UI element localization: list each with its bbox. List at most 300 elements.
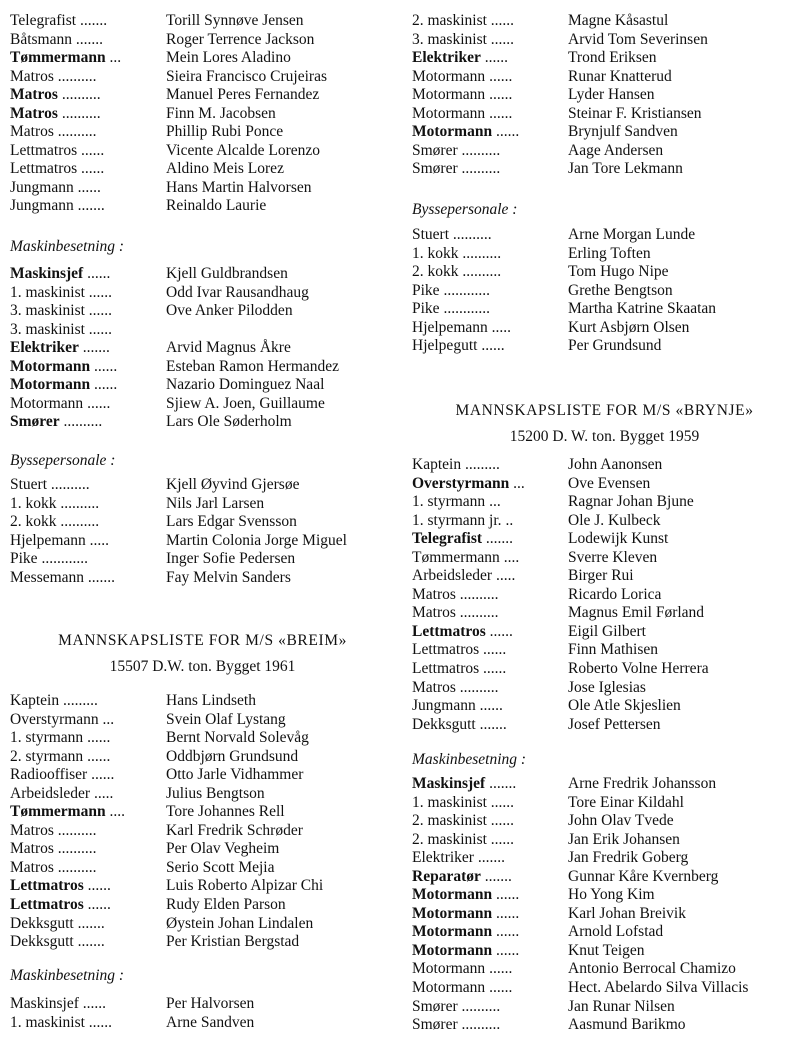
crew-role-label: Maskinsjef <box>412 775 486 792</box>
crew-name: Trond Eriksen <box>568 49 657 67</box>
list-item <box>10 12 395 31</box>
crew-role <box>412 31 568 50</box>
crew-role <box>412 923 568 942</box>
crew-role <box>10 476 166 495</box>
list-item <box>10 376 395 395</box>
crew-role-label: Messemann <box>10 568 85 586</box>
crew-name: Josef Pettersen <box>568 715 661 733</box>
crew-role <box>412 849 568 868</box>
dot-leader: ...... <box>489 86 513 104</box>
crew-role-label: Jungmann <box>10 197 74 215</box>
crew-list <box>412 12 797 179</box>
crew-name: Martin Colonia Jorge Miguel <box>166 531 347 549</box>
dot-leader: .......... <box>57 67 97 85</box>
list-item <box>10 877 395 896</box>
dot-leader: ....... <box>479 715 507 733</box>
crew-name: Ole Atle Skjeslien <box>568 697 681 715</box>
list-item <box>412 849 797 868</box>
dot-leader: ...... <box>87 747 111 765</box>
crew-name: Øystein Johan Lindalen <box>166 914 314 932</box>
dot-leader: ...... <box>484 49 508 67</box>
crew-role-label: Motormann <box>412 979 486 997</box>
list-item <box>412 979 797 998</box>
crew-name: Nils Jarl Larsen <box>166 494 265 512</box>
list-item <box>412 998 797 1017</box>
dot-leader: ....... <box>79 12 108 29</box>
list-item <box>412 337 797 356</box>
crew-role-label: Smører <box>412 160 458 178</box>
crew-list <box>412 456 797 734</box>
crew-role-label: Matros <box>10 840 54 858</box>
crew-role-label: Smører <box>412 1016 458 1034</box>
dot-leader: ...... <box>81 160 105 178</box>
crew-role-label: 2. kokk <box>10 513 57 531</box>
crew-role <box>10 179 166 198</box>
crew-name: Magnus Emil Førland <box>568 604 705 622</box>
crew-role-label: Reparatør <box>412 867 481 885</box>
dot-leader: ...... <box>495 886 520 904</box>
list-item <box>412 586 797 605</box>
crew-role <box>412 660 568 679</box>
crew-name: Arvid Tom Severinsen <box>568 30 708 48</box>
dot-leader: ...... <box>93 357 118 375</box>
list-item <box>412 1016 797 1035</box>
crew-name: Magne Kåsastul <box>568 12 669 29</box>
crew-name: Ho Yong Kim <box>568 886 655 904</box>
crew-name: Antonio Berrocal Chamizo <box>568 960 736 978</box>
list-item <box>10 840 395 859</box>
crew-name: Roberto Volne Herrera <box>568 660 709 678</box>
list-item <box>10 859 395 878</box>
crew-role <box>412 105 568 124</box>
list-item <box>10 550 395 569</box>
dot-leader: .......... <box>459 604 499 622</box>
list-item <box>412 886 797 905</box>
dot-leader: ...... <box>88 1013 113 1031</box>
crew-name: Manuel Peres Fernandez <box>166 86 320 104</box>
dot-leader: ...... <box>489 622 513 640</box>
list-item <box>10 413 395 432</box>
dot-leader: ...... <box>87 896 111 914</box>
list-item <box>10 179 395 198</box>
list-item <box>412 493 797 512</box>
crew-role <box>10 123 166 142</box>
crew-role <box>10 86 166 105</box>
list-item <box>412 623 797 642</box>
dot-leader: ...... <box>87 729 111 747</box>
crew-role-label: Pike <box>412 300 440 318</box>
section-heading: Byssepersonale : <box>412 201 518 218</box>
ship-subtitle: 15507 D.W. ton. Bygget 1961 <box>109 658 296 675</box>
crew-role <box>412 456 568 475</box>
crew-role <box>412 716 568 735</box>
crew-role <box>412 12 568 31</box>
crew-role-label: Motormann <box>412 941 493 959</box>
dot-leader: ...... <box>81 141 105 159</box>
list-item <box>10 142 395 161</box>
crew-role-label: Motormann <box>412 904 493 922</box>
crew-role <box>412 794 568 813</box>
crew-role <box>10 822 166 841</box>
crew-role <box>10 31 166 50</box>
list-item <box>412 282 797 301</box>
crew-role <box>412 549 568 568</box>
crew-role-label: 2. maskinist <box>412 812 487 830</box>
crew-role <box>412 49 568 68</box>
crew-role-label: Hjelpemann <box>10 531 86 549</box>
list-item <box>10 896 395 915</box>
list-item <box>10 476 395 495</box>
crew-role <box>10 395 166 414</box>
crew-role <box>412 1016 568 1035</box>
crew-name: Ole J. Kulbeck <box>568 511 661 529</box>
crew-name: Kjell Guldbrandsen <box>166 265 288 282</box>
crew-role-label: Telegrafist <box>412 530 483 548</box>
dot-leader: ....... <box>75 30 103 48</box>
dot-leader: ...... <box>77 178 101 196</box>
list-item <box>10 748 395 767</box>
crew-name: Steinar F. Kristiansen <box>568 104 702 122</box>
dot-leader: .......... <box>60 513 100 531</box>
crew-role-label: Telegrafist <box>10 12 77 29</box>
crew-role <box>10 302 166 321</box>
list-item <box>412 300 797 319</box>
dot-leader: ....... <box>77 197 105 215</box>
crew-name: Lodewijk Kunst <box>568 530 669 548</box>
list-item <box>10 532 395 551</box>
crew-role-label: Smører <box>10 413 60 431</box>
crew-role <box>10 160 166 179</box>
list-item <box>10 569 395 588</box>
dot-leader: ...... <box>495 123 520 141</box>
list-item <box>412 794 797 813</box>
crew-name: Aldino Meis Lorez <box>166 160 284 178</box>
list-item <box>412 263 797 282</box>
crew-role-label: Matros <box>10 858 54 876</box>
crew-role <box>10 105 166 124</box>
dot-leader: ....... <box>484 867 512 885</box>
crew-name: Jan Runar Nilsen <box>568 997 675 1015</box>
crew-name: Julius Bengtson <box>166 784 265 802</box>
crew-role-label: Elektriker <box>412 849 474 867</box>
dot-leader: .......... <box>50 476 90 493</box>
dot-leader: ...... <box>490 793 515 811</box>
crew-name: Esteban Ramon Hermandez <box>166 357 340 375</box>
crew-list <box>10 476 395 587</box>
crew-role <box>412 530 568 549</box>
dot-leader: .......... <box>60 494 100 512</box>
crew-role-label: Tømmermann <box>10 49 106 67</box>
crew-name: Sverre Kleven <box>568 548 658 566</box>
crew-name: Arne Morgan Lunde <box>568 226 696 243</box>
crew-role-label: Matros <box>10 821 54 839</box>
dot-leader: ...... <box>88 302 113 320</box>
crew-role <box>10 711 166 730</box>
dot-leader: ... <box>102 710 115 728</box>
list-item <box>412 68 797 87</box>
dot-leader: ............ <box>443 300 490 318</box>
crew-name: Mein Lores Aladino <box>166 49 291 67</box>
dot-leader: ...... <box>87 265 111 282</box>
list-item <box>412 530 797 549</box>
crew-role-label: Pike <box>412 281 440 299</box>
crew-name: Karl Johan Breivik <box>568 904 686 922</box>
crew-name: Finn Mathisen <box>568 641 658 659</box>
crew-role <box>10 569 166 588</box>
crew-name: Lars Ole Søderholm <box>166 413 292 431</box>
crew-role <box>10 550 166 569</box>
crew-role-label: Motormann <box>412 123 493 141</box>
crew-name: Bernt Norvald Solevåg <box>166 729 309 747</box>
dot-leader: .......... <box>459 678 499 696</box>
crew-role-label: 2. styrmann <box>10 747 84 765</box>
list-item <box>10 105 395 124</box>
crew-name: Oddbjørn Grundsund <box>166 747 299 765</box>
crew-role <box>10 896 166 915</box>
crew-name: John Aanonsen <box>568 456 663 473</box>
crew-role <box>412 960 568 979</box>
crew-role-label: 1. kokk <box>10 494 57 512</box>
crew-name: Eigil Gilbert <box>568 622 646 640</box>
crew-role <box>10 12 166 31</box>
crew-role <box>412 886 568 905</box>
crew-role-label: Jungmann <box>412 697 476 715</box>
crew-role-label: Motormann <box>10 394 84 412</box>
list-item <box>10 915 395 934</box>
crew-name: Tom Hugo Nipe <box>568 263 669 281</box>
dot-leader: .......... <box>461 997 501 1015</box>
dot-leader: ....... <box>477 849 505 867</box>
crew-role <box>412 697 568 716</box>
dot-leader: ...... <box>495 904 520 922</box>
crew-list <box>412 775 797 1035</box>
dot-leader: ...... <box>495 923 520 941</box>
crew-name: Vicente Alcalde Lorenzo <box>166 141 320 159</box>
list-item <box>10 803 395 822</box>
dot-leader: .......... <box>63 413 103 431</box>
list-item <box>412 456 797 475</box>
crew-name: Jan Erik Johansen <box>568 830 680 848</box>
crew-role <box>412 998 568 1017</box>
list-item <box>10 995 395 1014</box>
crew-role <box>10 933 166 952</box>
dot-leader: ....... <box>77 914 105 932</box>
crew-name: Svein Olaf Lystang <box>166 710 286 728</box>
crew-role <box>412 142 568 161</box>
section-heading: Byssepersonale : <box>10 452 116 469</box>
list-item <box>412 226 797 245</box>
list-item <box>412 49 797 68</box>
crew-role <box>412 623 568 642</box>
list-item <box>10 265 395 284</box>
list-item <box>10 31 395 50</box>
crew-name: Roger Terrence Jackson <box>166 30 315 48</box>
dot-leader: .......... <box>61 86 101 104</box>
crew-role-label: Hjelpemann <box>412 318 488 336</box>
crew-role <box>412 86 568 105</box>
dot-leader: ....... <box>77 933 105 951</box>
crew-role <box>10 877 166 896</box>
crew-name: Martha Katrine Skaatan <box>568 300 717 318</box>
dot-leader: .......... <box>462 244 502 262</box>
section-heading: Maskinbesetning : <box>412 751 527 768</box>
dot-leader: ...... <box>87 877 111 895</box>
crew-role-label: 2. kokk <box>412 263 459 281</box>
crew-role-label: 1. styrmann <box>412 493 486 511</box>
crew-name: Luis Roberto Alpizar Chi <box>166 877 324 895</box>
crew-role-label: Overstyrmann <box>10 710 99 728</box>
section-heading: Maskinbesetning : <box>10 238 125 255</box>
crew-role <box>10 692 166 711</box>
dot-leader: ...... <box>479 697 503 715</box>
list-item <box>412 960 797 979</box>
crew-name: Ricardo Lorica <box>568 585 662 603</box>
list-item <box>10 302 395 321</box>
list-item <box>10 495 395 514</box>
crew-name: Fay Melvin Sanders <box>166 568 291 586</box>
dot-leader: .......... <box>57 821 97 839</box>
crew-name: Birger Rui <box>568 567 634 585</box>
crew-name: Aasmund Barikmo <box>568 1016 686 1034</box>
crew-name: Ragnar Johan Bjune <box>568 493 694 511</box>
list-item <box>10 766 395 785</box>
list-title: MANNSKAPSLISTE FOR M/S «BRYNJE» <box>455 402 754 419</box>
dot-leader: ...... <box>490 830 515 848</box>
crew-name: Hect. Abelardo Silva Villacis <box>568 979 749 997</box>
dot-leader: ...... <box>88 320 113 338</box>
list-item <box>412 697 797 716</box>
crew-role-label: Matros <box>10 123 54 141</box>
crew-name: Inger Sofie Pedersen <box>166 550 296 568</box>
list-item <box>412 812 797 831</box>
dot-leader: .......... <box>461 141 501 159</box>
crew-role-label: Båtsmann <box>10 30 72 48</box>
dot-leader: ...... <box>93 376 118 394</box>
crew-name: Lyder Hansen <box>568 86 655 104</box>
list-item <box>412 716 797 735</box>
crew-role <box>412 226 568 245</box>
crew-name: Rudy Elden Parson <box>166 896 286 914</box>
crew-role-label: 1. maskinist <box>412 793 487 811</box>
crew-name: Torill Synnøve Jensen <box>166 12 304 29</box>
list-item <box>10 123 395 142</box>
crew-role-label: Stuert <box>412 226 450 243</box>
crew-name: Knut Teigen <box>568 941 645 959</box>
crew-name: Lars Edgar Svensson <box>166 513 297 531</box>
crew-role <box>412 245 568 264</box>
crew-name: Serio Scott Mejia <box>166 858 275 876</box>
dot-leader: ..... <box>491 318 512 336</box>
ship-subtitle: 15200 D. W. ton. Bygget 1959 <box>509 428 700 445</box>
crew-role <box>10 495 166 514</box>
crew-role-label: Kaptein <box>10 692 60 709</box>
crew-name: Arne Sandven <box>166 1013 255 1031</box>
crew-role <box>412 979 568 998</box>
list-item <box>412 923 797 942</box>
crew-role-label: 1. styrmann jr. <box>412 511 502 529</box>
crew-name: Per Kristian Bergstad <box>166 933 300 951</box>
dot-leader: ...... <box>490 12 515 29</box>
dot-leader: .......... <box>461 1016 501 1034</box>
crew-role <box>412 319 568 338</box>
crew-role-label: Matros <box>10 86 58 104</box>
list-item <box>10 822 395 841</box>
crew-role-label: 2. maskinist <box>412 12 487 29</box>
list-item <box>10 321 395 340</box>
crew-role <box>412 123 568 142</box>
crew-role-label: Jungmann <box>10 178 74 196</box>
crew-role-label: Kaptein <box>412 456 462 473</box>
crew-role-label: Radiooffiser <box>10 766 88 784</box>
dot-leader: ...... <box>481 337 505 355</box>
dot-leader: ...... <box>490 30 515 48</box>
crew-role-label: Pike <box>10 550 38 568</box>
crew-role-label: Motormann <box>412 86 486 104</box>
crew-name: Hans Martin Halvorsen <box>166 178 312 196</box>
crew-role <box>10 68 166 87</box>
crew-role-label: Lettmatros <box>10 141 78 159</box>
crew-role <box>10 321 166 340</box>
crew-name: Arne Fredrik Johansson <box>568 775 717 792</box>
list-item <box>412 319 797 338</box>
list-item <box>10 513 395 532</box>
crew-role <box>412 586 568 605</box>
crew-role <box>10 766 166 785</box>
crew-name: Reinaldo Laurie <box>166 197 267 215</box>
crew-role <box>412 831 568 850</box>
crew-role-label: Matros <box>10 67 54 85</box>
crew-name: Jose Iglesias <box>568 678 646 696</box>
crew-role <box>10 284 166 303</box>
dot-leader: ..... <box>93 784 114 802</box>
crew-name: Tore Johannes Rell <box>166 803 285 821</box>
crew-role <box>10 197 166 216</box>
crew-role <box>412 68 568 87</box>
crew-name: Arnold Lofstad <box>568 923 664 941</box>
dot-leader: .......... <box>61 104 101 122</box>
list-item <box>412 142 797 161</box>
list-item <box>412 831 797 850</box>
crew-list <box>10 265 395 432</box>
crew-role <box>10 265 166 284</box>
crew-role-label: Lettmatros <box>412 641 480 659</box>
crew-role-label: Overstyrmann <box>412 474 510 492</box>
dot-leader: ......... <box>464 456 500 473</box>
crew-role <box>10 840 166 859</box>
dot-leader: ...... <box>489 960 513 978</box>
dot-leader: ....... <box>82 339 110 357</box>
crew-role-label: Motormann <box>412 886 493 904</box>
crew-name: Finn M. Jacobsen <box>166 104 276 122</box>
list-item <box>412 868 797 887</box>
list-item <box>10 339 395 358</box>
crew-role <box>412 263 568 282</box>
crew-name: Jan Fredrik Goberg <box>568 849 689 867</box>
crew-name: Aage Andersen <box>568 141 664 159</box>
dot-leader: ... <box>513 474 525 492</box>
crew-role-label: 3. maskinist <box>10 320 85 338</box>
list-item <box>10 785 395 804</box>
crew-name: Arvid Magnus Åkre <box>166 339 291 357</box>
crew-role-label: 1. maskinist <box>10 283 85 301</box>
list-item <box>412 942 797 961</box>
crew-role <box>412 160 568 179</box>
crew-role-label: 3. maskinist <box>412 30 487 48</box>
crew-role <box>412 775 568 794</box>
list-item <box>10 729 395 748</box>
crew-role-label: Matros <box>10 104 58 122</box>
crew-role-label: Lettmatros <box>412 622 486 640</box>
